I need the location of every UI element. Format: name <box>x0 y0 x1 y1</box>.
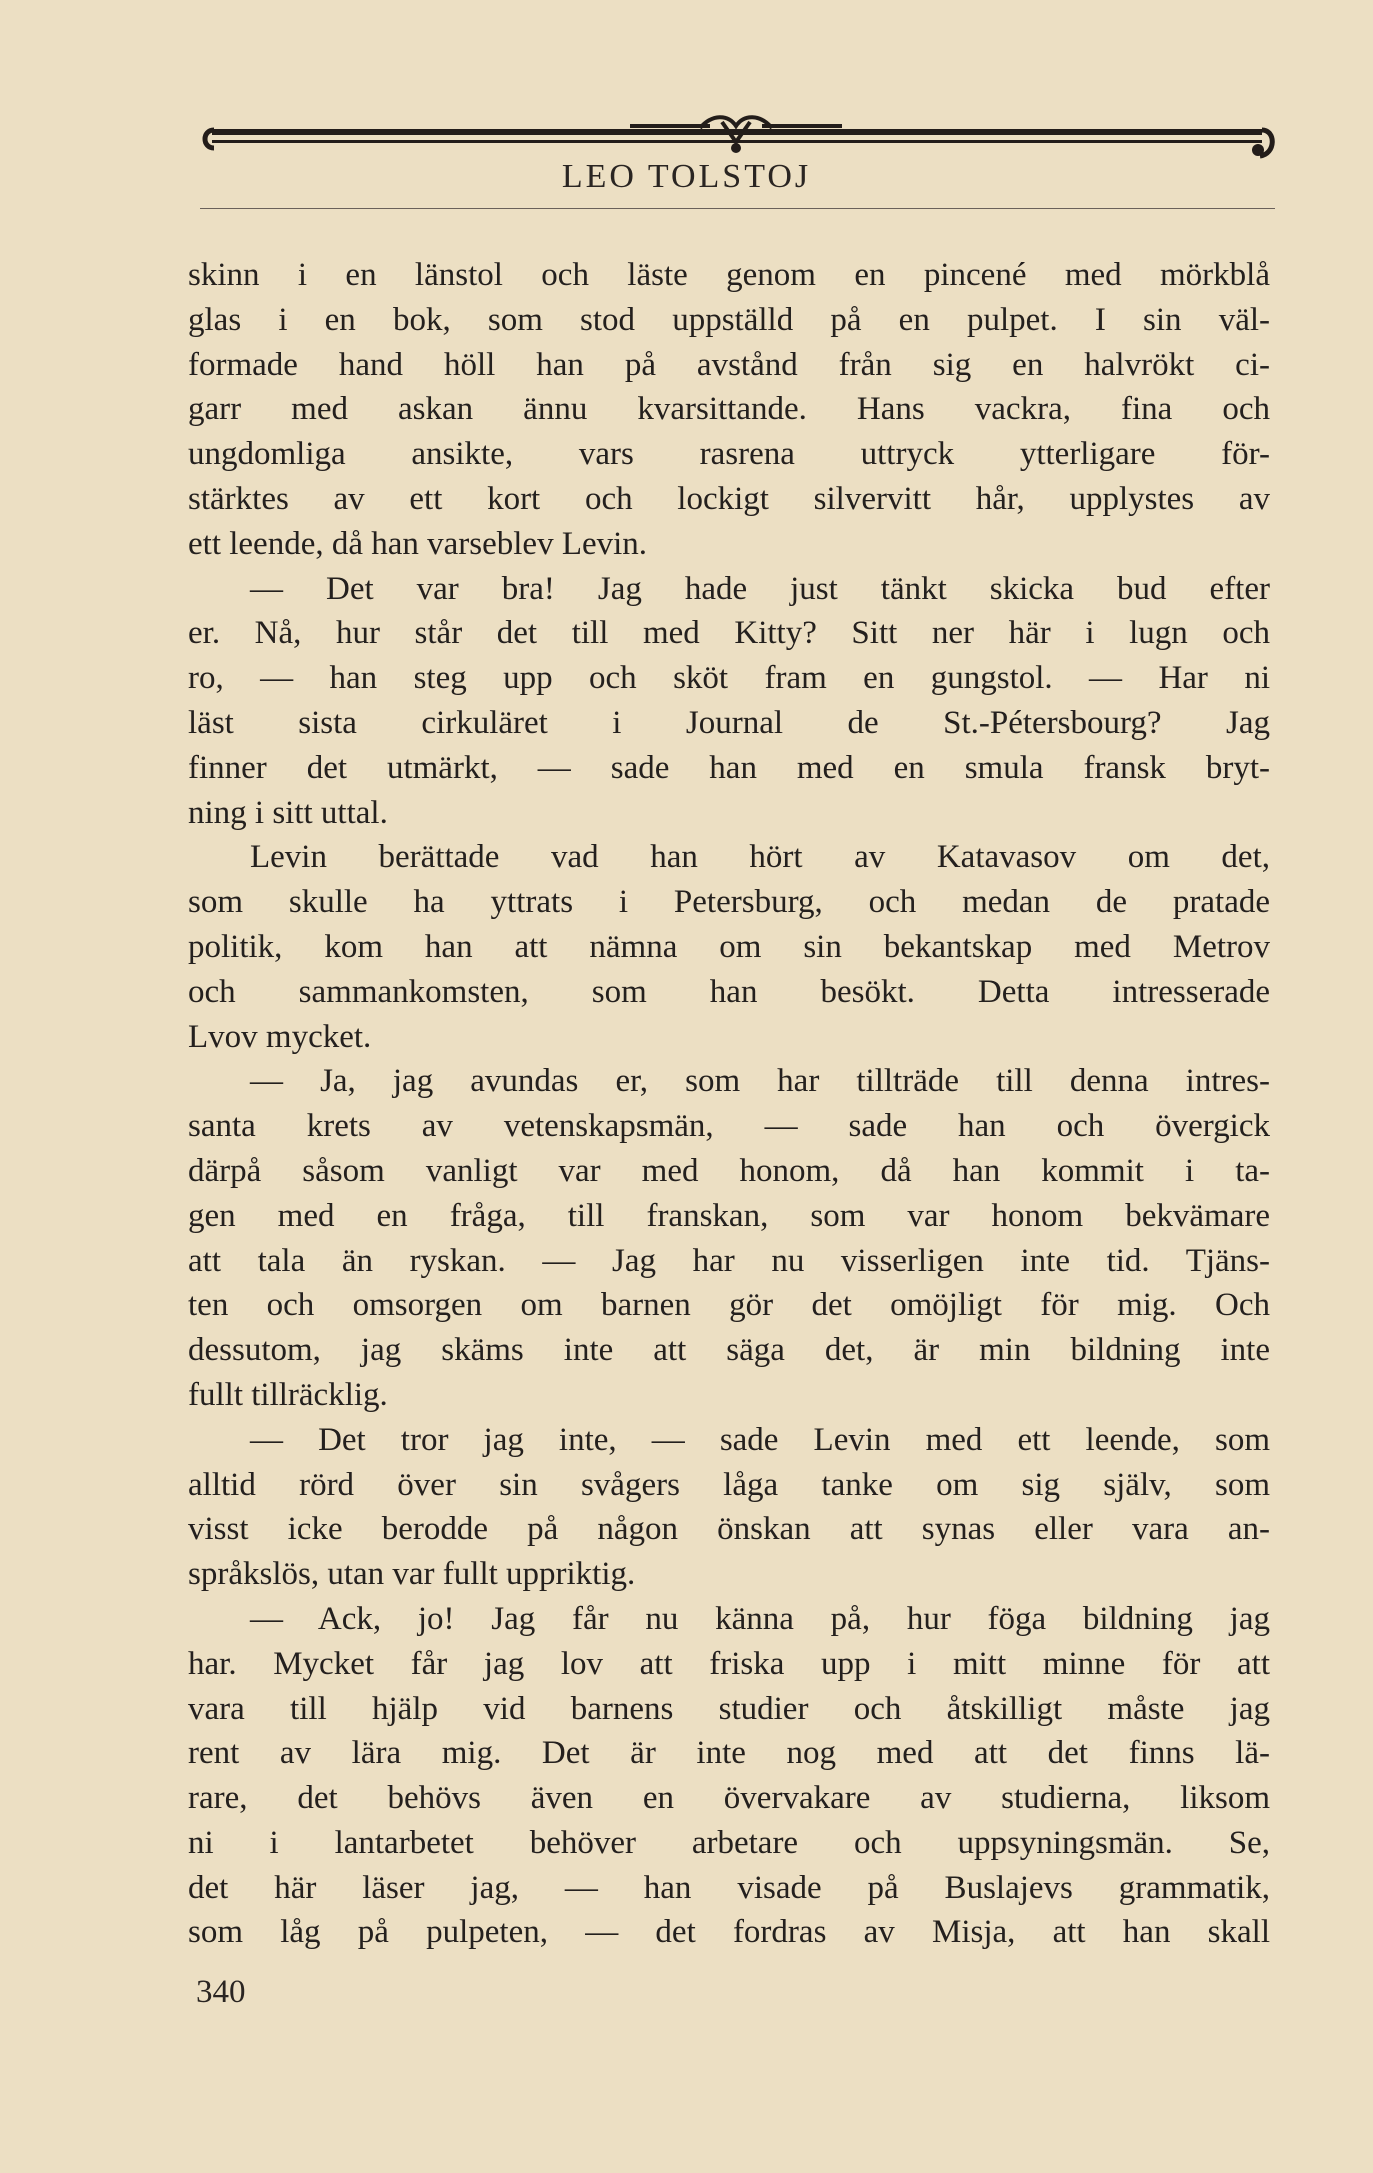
header-rule <box>200 208 1275 209</box>
text-line: att tala än ryskan. — Jag har nu visserligen inte tid. Tjäns- <box>188 1242 1270 1279</box>
header-ornament <box>200 110 1278 162</box>
text-line: glas i en bok, som stod uppställd på en pulpet. I sin väl- <box>188 301 1270 338</box>
text-line: finner det utmärkt, — sade han med en smula fransk bryt- <box>188 749 1270 786</box>
text-line: skinn i en länstol och läste genom en pincené med mörkblå <box>188 257 1270 293</box>
running-head: LEO TOLSTOJ <box>561 158 812 195</box>
text-line: — Det tror jag inte, — sade Levin med ett leende, som <box>250 1421 1270 1458</box>
text-line: som skulle ha yttrats i Petersburg, och medan de pratade <box>188 884 1270 921</box>
text-line: och sammankomsten, som han besökt. Detta intresserade <box>188 973 1270 1010</box>
text-line: rare, det behövs även en övervakare av studierna, liksom <box>188 1780 1270 1817</box>
text-line: rent av lära mig. Det är inte nog med att det finns lä- <box>188 1735 1270 1772</box>
text-line: ten och omsorgen om barnen gör det omöjligt för mig. Och <box>188 1287 1270 1324</box>
body-text <box>188 253 1270 1955</box>
text-line: ro, — han steg upp och sköt fram en gungstol. — Har ni <box>188 660 1270 697</box>
text-line: språkslös, utan var fullt uppriktig. <box>188 1556 636 1593</box>
text-line: visst icke berodde på någon önskan att synas eller vara an- <box>188 1511 1270 1548</box>
text-line: — Ack, jo! Jag får nu känna på, hur föga bildning jag <box>250 1600 1270 1637</box>
text-line: garr med askan ännu kvarsittande. Hans vackra, fina och <box>188 391 1270 428</box>
text-line: formade hand höll han på avstånd från sig en halvrökt ci- <box>188 346 1270 383</box>
text-line: ungdomliga ansikte, vars rasrena uttryck ytterligare för- <box>188 436 1270 473</box>
text-line: Levin berättade vad han hört av Katavasov om det, <box>250 839 1270 876</box>
page-number: 340 <box>196 1974 246 2010</box>
text-line: er. Nå, hur står det till med Kitty? Sitt ner här i lugn och <box>188 615 1270 652</box>
text-line: dessutom, jag skäms inte att säga det, är min bildning inte <box>188 1332 1270 1369</box>
text-line: politik, kom han att nämna om sin bekantskap med Metrov <box>188 928 1270 965</box>
text-line: läst sista cirkuläret i Journal de St.-Pétersbourg? Jag <box>188 704 1270 741</box>
text-line: santa krets av vetenskapsmän, — sade han och övergick <box>188 1108 1270 1145</box>
text-line: vara till hjälp vid barnens studier och åtskilligt måste jag <box>188 1690 1270 1727</box>
text-line: stärktes av ett kort och lockigt silvervitt hår, upplystes av <box>188 480 1270 517</box>
text-line: Lvov mycket. <box>188 1018 372 1055</box>
text-line: fullt tillräcklig. <box>188 1376 388 1413</box>
text-line: — Det var bra! Jag hade just tänkt skicka bud efter <box>250 570 1270 607</box>
text-line: — Ja, jag avundas er, som har tillträde till denna intres- <box>250 1063 1270 1100</box>
text-line: gen med en fråga, till franskan, som var honom bekvämare <box>188 1197 1270 1234</box>
text-line: har. Mycket får jag lov att friska upp i mitt minne för att <box>188 1645 1270 1682</box>
text-line: alltid rörd över sin svågers låga tanke om sig själv, som <box>188 1466 1270 1503</box>
text-line: ning i sitt uttal. <box>188 794 388 831</box>
text-line: det här läser jag, — han visade på Buslajevs grammatik, <box>188 1869 1270 1906</box>
text-line: ni i lantarbetet behöver arbetare och uppsyningsmän. Se, <box>188 1824 1270 1861</box>
text-line: som låg på pulpeten, — det fordras av Misja, att han skall <box>188 1914 1270 1951</box>
text-line: därpå såsom vanligt var med honom, då han kommit i ta- <box>188 1152 1270 1189</box>
text-line: ett leende, då han varseblev Levin. <box>188 525 648 562</box>
